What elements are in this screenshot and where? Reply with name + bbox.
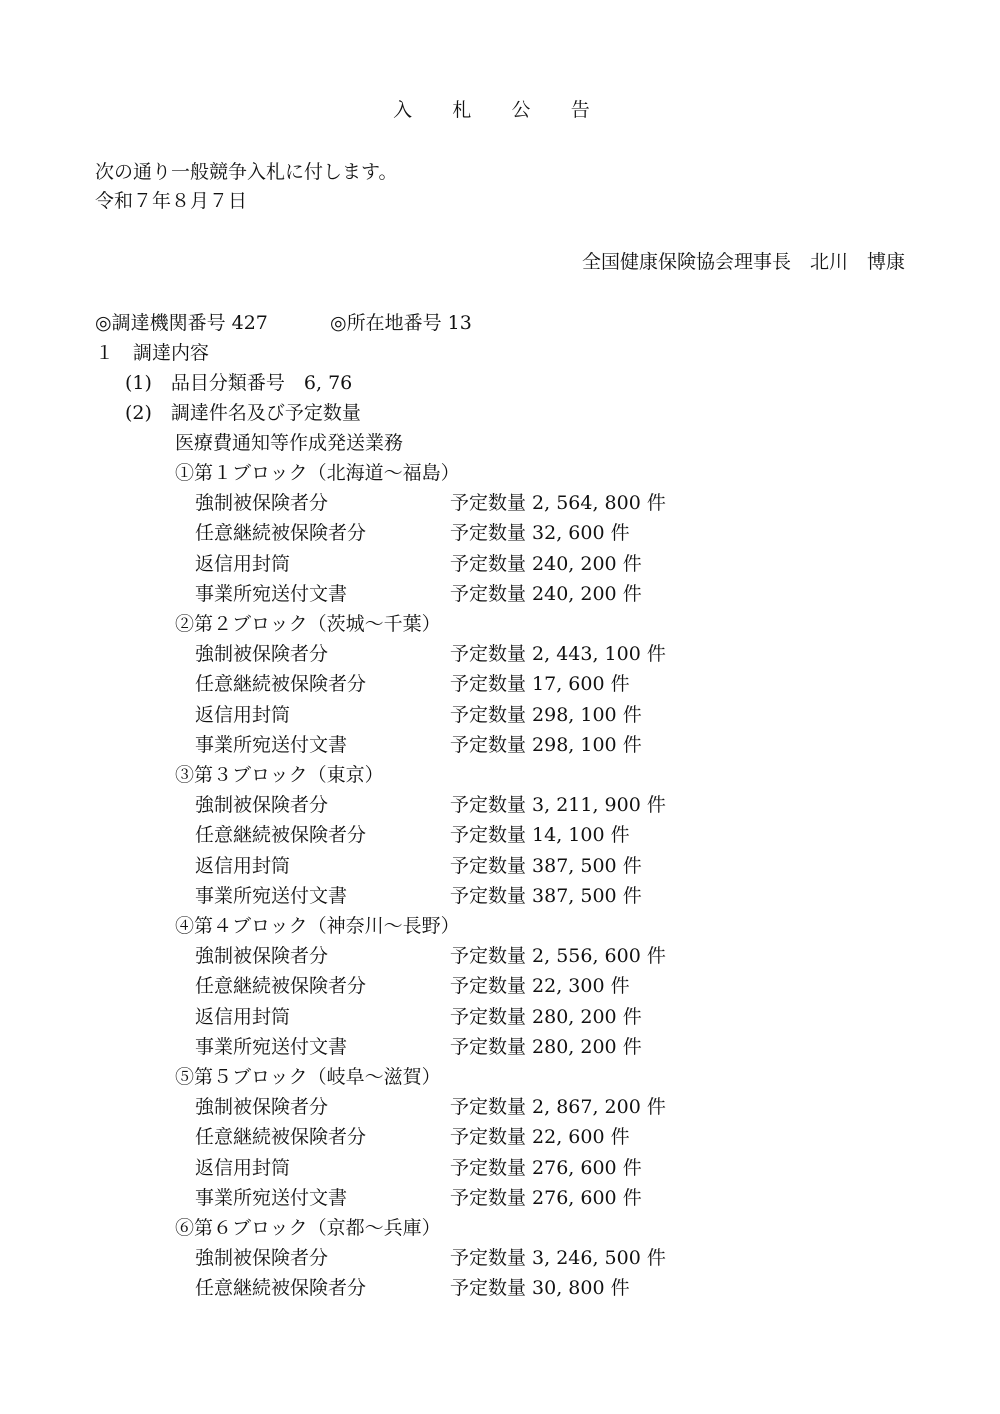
item-quantity: 予定数量 2, 564, 800 件 [450, 492, 666, 514]
item-name: 強制被保険者分 [195, 643, 329, 665]
item-quantity: 予定数量 22, 600 件 [450, 1126, 630, 1148]
item-name: 事業所宛送付文書 [195, 885, 348, 907]
item-name: 任意継続被保険者分 [195, 824, 367, 846]
item-name: 返信用封筒 [195, 704, 291, 726]
item-quantity: 予定数量 387, 500 件 [450, 855, 642, 877]
item-quantity: 予定数量 387, 500 件 [450, 885, 642, 907]
item-classification: (1) 品目分類番号 6, 76 [125, 372, 353, 394]
item-quantity: 予定数量 276, 600 件 [450, 1157, 642, 1179]
block-title: ①第１ブロック（北海道～福島） [175, 462, 460, 484]
item-quantity: 予定数量 3, 211, 900 件 [450, 794, 666, 816]
item-quantity: 予定数量 30, 800 件 [450, 1277, 630, 1299]
item-quantity: 予定数量 17, 600 件 [450, 673, 630, 695]
agency-number: ◎調達機関番号 427 [95, 312, 268, 334]
service-name: 医療費通知等作成発送業務 [175, 432, 404, 454]
item-name: 返信用封筒 [195, 553, 291, 575]
item-name: 事業所宛送付文書 [195, 734, 348, 756]
item-quantity: 予定数量 298, 100 件 [450, 704, 642, 726]
location-number: ◎所在地番号 13 [330, 312, 472, 334]
block-title: ②第２ブロック（茨城～千葉） [175, 613, 441, 635]
item-quantity: 予定数量 22, 300 件 [450, 975, 630, 997]
item-name: 任意継続被保険者分 [195, 975, 367, 997]
item-quantity: 予定数量 240, 200 件 [450, 583, 642, 605]
item-name: 強制被保険者分 [195, 794, 329, 816]
item-name: 事業所宛送付文書 [195, 1187, 348, 1209]
item-name: 強制被保険者分 [195, 945, 329, 967]
item-name: 事業所宛送付文書 [195, 583, 348, 605]
item-name-quantity: (2) 調達件名及び予定数量 [125, 402, 361, 424]
item-quantity: 予定数量 2, 867, 200 件 [450, 1096, 666, 1118]
block-title: ⑥第６ブロック（京都～兵庫） [175, 1217, 441, 1239]
item-name: 返信用封筒 [195, 1157, 291, 1179]
item-name: 任意継続被保険者分 [195, 522, 367, 544]
item-name: 返信用封筒 [195, 855, 291, 877]
block-title: ④第４ブロック（神奈川～長野） [175, 915, 460, 937]
item-quantity: 予定数量 276, 600 件 [450, 1187, 642, 1209]
item-quantity: 予定数量 2, 443, 100 件 [450, 643, 666, 665]
notice-date: 令和７年８月７日 [95, 190, 248, 212]
signer: 全国健康保険協会理事長 北川 博康 [581, 251, 905, 273]
item-name: 任意継続被保険者分 [195, 673, 367, 695]
item-name: 返信用封筒 [195, 1006, 291, 1028]
item-quantity: 予定数量 298, 100 件 [450, 734, 642, 756]
item-quantity: 予定数量 3, 246, 500 件 [450, 1247, 666, 1269]
item-quantity: 予定数量 2, 556, 600 件 [450, 945, 666, 967]
block-title: ⑤第５ブロック（岐阜～滋賀） [175, 1066, 441, 1088]
page-title: 入 札 公 告 [393, 99, 607, 121]
item-quantity: 予定数量 280, 200 件 [450, 1006, 642, 1028]
item-name: 任意継続被保険者分 [195, 1126, 367, 1148]
item-name: 強制被保険者分 [195, 1096, 329, 1118]
intro-text: 次の通り一般競争入札に付します。 [95, 161, 398, 183]
item-name: 強制被保険者分 [195, 1247, 329, 1269]
item-quantity: 予定数量 240, 200 件 [450, 553, 642, 575]
block-title: ③第３ブロック（東京） [175, 764, 384, 786]
item-quantity: 予定数量 280, 200 件 [450, 1036, 642, 1058]
item-name: 事業所宛送付文書 [195, 1036, 348, 1058]
item-quantity: 予定数量 32, 600 件 [450, 522, 630, 544]
item-name: 強制被保険者分 [195, 492, 329, 514]
section-procurement-content: １ 調達内容 [95, 342, 210, 364]
item-name: 任意継続被保険者分 [195, 1277, 367, 1299]
item-quantity: 予定数量 14, 100 件 [450, 824, 630, 846]
